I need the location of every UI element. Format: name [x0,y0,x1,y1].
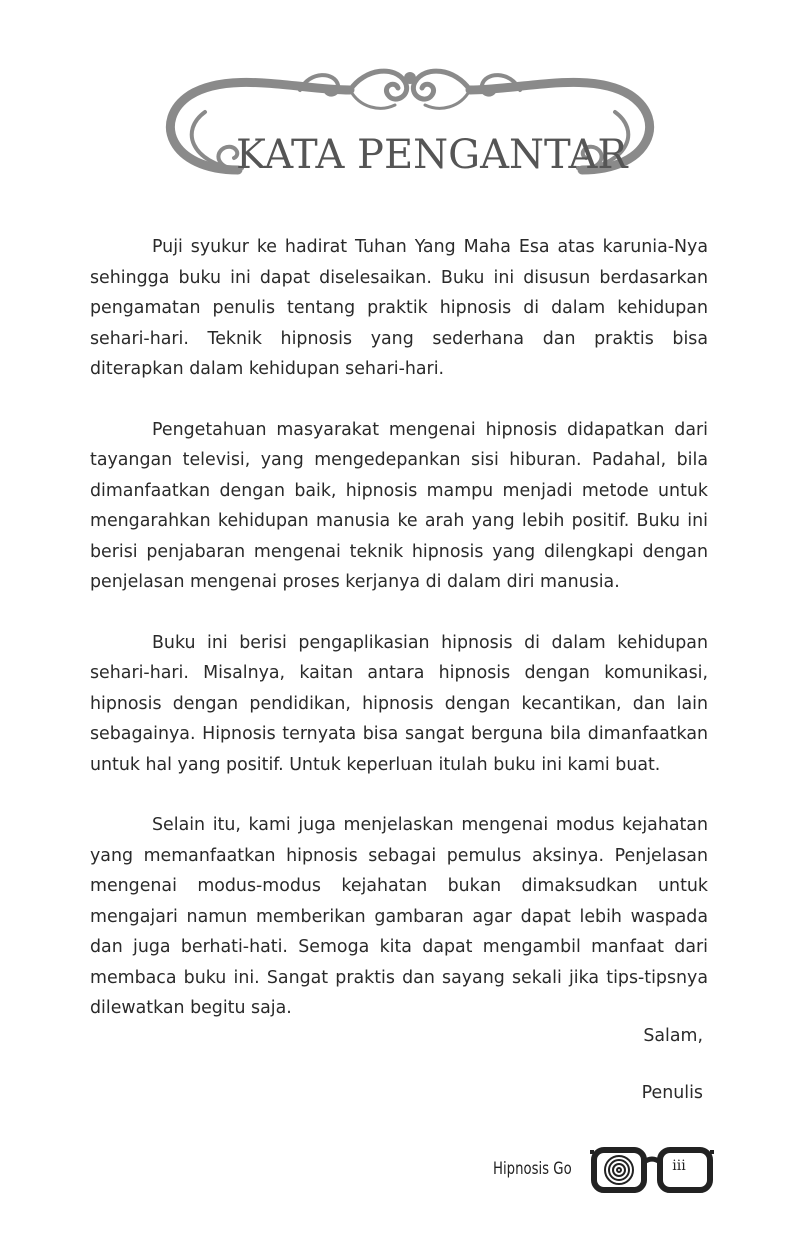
author-signature: Penulis [641,1083,703,1103]
paragraph: Selain itu, kami juga menjelaskan mengenai modus kejahatan yang memanfaatkan hipnosis sebagai pemulus aksinya. Penjelasan mengenai modus-modus kejahatan bukan dimaksudkan untuk mengajari namun memberikan gambaran agar dapat lebih waspada dan juga berhati-hati. Semoga kita dapat mengambil manfaat dari membaca buku ini. Sangat praktis dan sayang sekali jika tips-tipsnya dilewatkan begitu saja. [90,815,708,1018]
paragraph: Buku ini berisi pengaplikasian hipnosis di dalam kehidupan sehari-hari. Misalnya, kaitan antara hipnosis dengan komunikasi, hipnosis dengan pendidikan, hipnosis dengan kecantikan, dan lain sebagainya. Hipnosis ternyata bisa sangat berguna bila dimanfaatkan untuk hal yang positif. Untuk keperluan itulah buku ini kami buat. [90,632,708,775]
hypnotic-glasses-icon [588,1144,716,1198]
page-title: KATA PENGANTAR [236,132,628,178]
salutation: Salam, [643,1026,703,1046]
paragraph: Pengetahuan masyarakat mengenai hipnosis didapatkan dari tayangan televisi, yang mengedepankan sisi hiburan. Padahal, bila dimanfaatkan dengan baik, hipnosis mampu menjadi metode untuk mengarahkan kehidupan manusia ke arah yang lebih positif. Buku ini berisi penjabaran mengenai teknik hipnosis yang dilengkapi dengan penjelasan mengenai proses kerjanya di dalam diri manusia. [90,419,708,592]
body-text [90,232,708,1054]
page-number: iii [672,1158,686,1174]
footer-book-title: Hipnosis Go [493,1159,572,1179]
paragraph: Puji syukur ke hadirat Tuhan Yang Maha Esa atas karunia-Nya sehingga buku ini dapat diselesaikan. Buku ini disusun berdasarkan pengamatan penulis tentang praktik hipnosis di dalam kehidupan sehari-hari. Teknik hipnosis yang sederhana dan praktis bisa diterapkan dalam kehidupan sehari-hari. [90,237,708,379]
